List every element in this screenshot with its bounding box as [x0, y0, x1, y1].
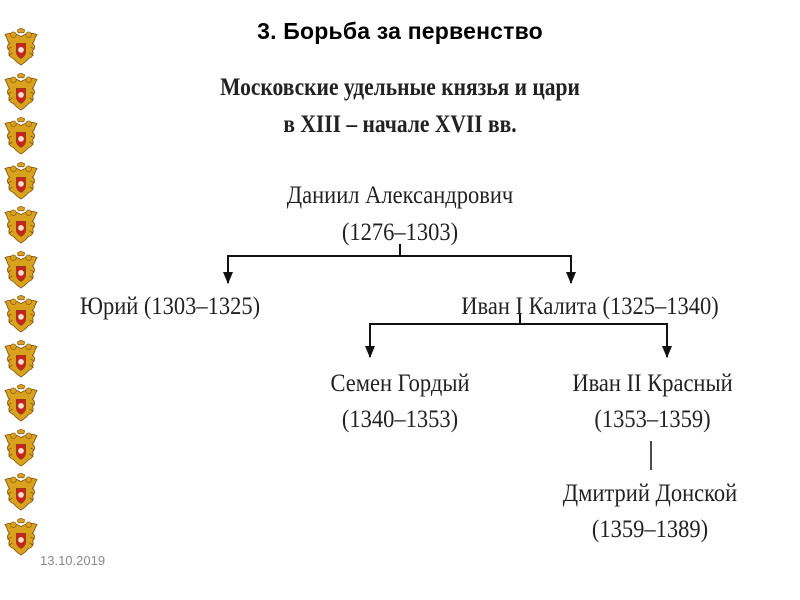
node-dmitry-name: Дмитрий Донской	[562, 480, 738, 507]
slide-title: 3. Борьба за первенство	[257, 18, 543, 44]
node-daniil-name: Даниил Александрович	[286, 182, 514, 209]
node-semen-name: Семен Гордый	[330, 370, 470, 397]
slide-date: 13.10.2019	[40, 553, 106, 568]
diagram-title-line-1: Московские удельные князья и цари	[220, 74, 580, 101]
node-ivan1: Иван I Калита (1325–1340)	[461, 293, 719, 320]
diagram-title-line-2: в XIII – начале XVII вв.	[283, 111, 517, 138]
node-ivan2-years: (1353–1359)	[594, 406, 711, 433]
node-daniil-years: (1276–1303)	[341, 219, 459, 246]
node-yuri: Юрий (1303–1325)	[79, 293, 261, 320]
node-semen-years: (1340–1353)	[341, 406, 459, 433]
node-ivan2-name: Иван II Красный	[572, 370, 733, 397]
node-dmitry-years: (1359–1389)	[591, 516, 709, 543]
